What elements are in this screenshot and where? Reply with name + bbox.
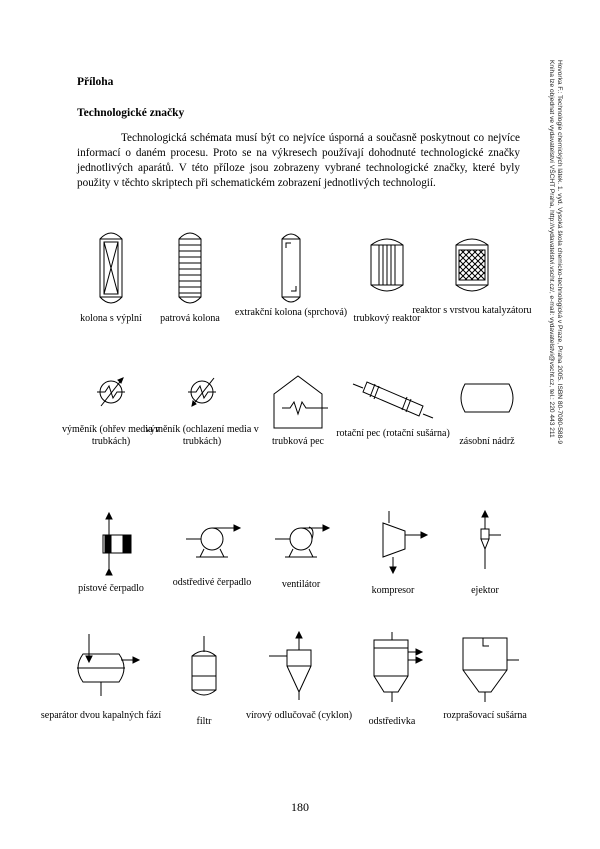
label-catalyst-reactor: reaktor s vrstvou katalyzátoru xyxy=(412,305,532,316)
side-note-text xyxy=(546,60,563,444)
centrifugal-pump-icon xyxy=(168,505,256,571)
fan-icon xyxy=(257,505,345,571)
heat-exchanger-heating-icon xyxy=(67,368,155,418)
symbol-cyclone xyxy=(245,630,353,721)
catalyst-bed-reactor-icon xyxy=(428,225,516,311)
label-centrifugal-pump: odstředivé čerpadlo xyxy=(172,577,252,588)
symbol-liquid-separator xyxy=(40,630,162,721)
compressor-icon xyxy=(349,505,437,575)
symbol-piston-pump xyxy=(67,505,155,594)
symbol-spray-column xyxy=(234,225,348,318)
subsection-title: Technologické značky xyxy=(77,107,185,119)
heat-exchanger-cooling-icon xyxy=(158,368,246,418)
symbol-spray-dryer xyxy=(441,630,529,721)
label-tube-furnace: trubková pec xyxy=(272,436,324,447)
rotary-kiln-icon xyxy=(349,368,437,430)
symbol-tray-column xyxy=(146,225,234,324)
label-storage-tank: zásobní nádrž xyxy=(459,436,515,447)
label-spray-dryer: rozprašovací sušárna xyxy=(443,710,527,721)
liquid-separator-icon xyxy=(57,630,145,704)
label-rotary-kiln: rotační pec (rotační sušárna) xyxy=(336,428,450,439)
symbol-catalyst-reactor xyxy=(412,225,532,316)
label-ejector: ejektor xyxy=(471,585,499,596)
ejector-icon xyxy=(441,505,529,575)
centrifuge-icon xyxy=(348,630,436,706)
symbol-filter xyxy=(160,630,248,727)
symbol-centrifuge xyxy=(348,630,436,727)
label-packed-column: kolona s výplní xyxy=(80,313,142,324)
intro-paragraph xyxy=(77,131,520,191)
symbol-storage-tank xyxy=(443,368,531,447)
tubular-reactor-icon xyxy=(343,225,431,311)
symbol-packed-column xyxy=(67,225,155,324)
spray-column-icon xyxy=(247,225,335,311)
section-title: Příloha xyxy=(77,76,114,88)
label-piston-pump: pístové čerpadlo xyxy=(78,583,144,594)
symbol-centrifugal-pump xyxy=(168,505,256,588)
piston-pump-icon xyxy=(67,505,155,577)
page-number: 180 xyxy=(291,800,309,814)
symbol-heat-exchanger-cooling xyxy=(145,368,259,447)
label-liquid-separator: separátor dvou kapalných fází xyxy=(40,710,162,721)
label-centrifuge: odstředivka xyxy=(368,716,416,727)
symbol-tubular-reactor xyxy=(343,225,431,324)
filter-icon xyxy=(160,630,248,704)
symbol-heat-exchanger-heating xyxy=(61,368,161,447)
tray-column-icon xyxy=(146,225,234,311)
symbol-rotary-kiln xyxy=(336,368,450,439)
cyclone-icon xyxy=(255,630,343,702)
packed-column-icon xyxy=(67,225,155,311)
side-note-line1: Hovorka F.: Technologie chemických látek. 1. vyd. Vysoká škola chemicko-technologická v Praze, Praha 2005. ISBN 80-7080-588-9 xyxy=(556,60,563,445)
symbol-fan xyxy=(257,505,345,590)
intro-paragraph-text: Technologická schémata musí být co nejvíce úsporná a současně poskytnout co nejvíce informací o daném procesu. Proto se na výkresech používají dohodnuté technologické značky jednotlivých aparátů. V této příloze jsou zobrazeny vybrané technologické značky, které byly použity v těchto skriptech při schematickém zobrazení jednotlivých technologií. xyxy=(77,132,520,189)
symbol-ejector xyxy=(441,505,529,596)
label-heat-exchanger-cooling: výměník (ochlazení media v trubkách) xyxy=(145,424,259,447)
label-cyclone: vírový odlučovač (cyklon) xyxy=(245,710,353,721)
label-filter: filtr xyxy=(196,716,212,727)
label-fan: ventilátor xyxy=(281,579,321,590)
side-note-line2: Kniha lze objednat ve vydavatelství VŠCHT Praha, http://vydavatelstvi.vscht.cz/, e-mail: vydavatelstvi@vscht.cz, tel.: 220 443 211 xyxy=(547,60,555,438)
label-spray-column: extrakční kolona (sprchová) xyxy=(234,307,348,318)
symbol-compressor xyxy=(349,505,437,596)
storage-tank-icon xyxy=(443,368,531,430)
label-tubular-reactor: trubkový reaktor xyxy=(353,313,421,324)
label-compressor: kompresor xyxy=(371,585,415,596)
label-tray-column: patrová kolona xyxy=(160,313,220,324)
spray-dryer-icon xyxy=(441,630,529,706)
label-heat-exchanger-heating: výměník (ohřev media v trubkách) xyxy=(61,424,161,447)
